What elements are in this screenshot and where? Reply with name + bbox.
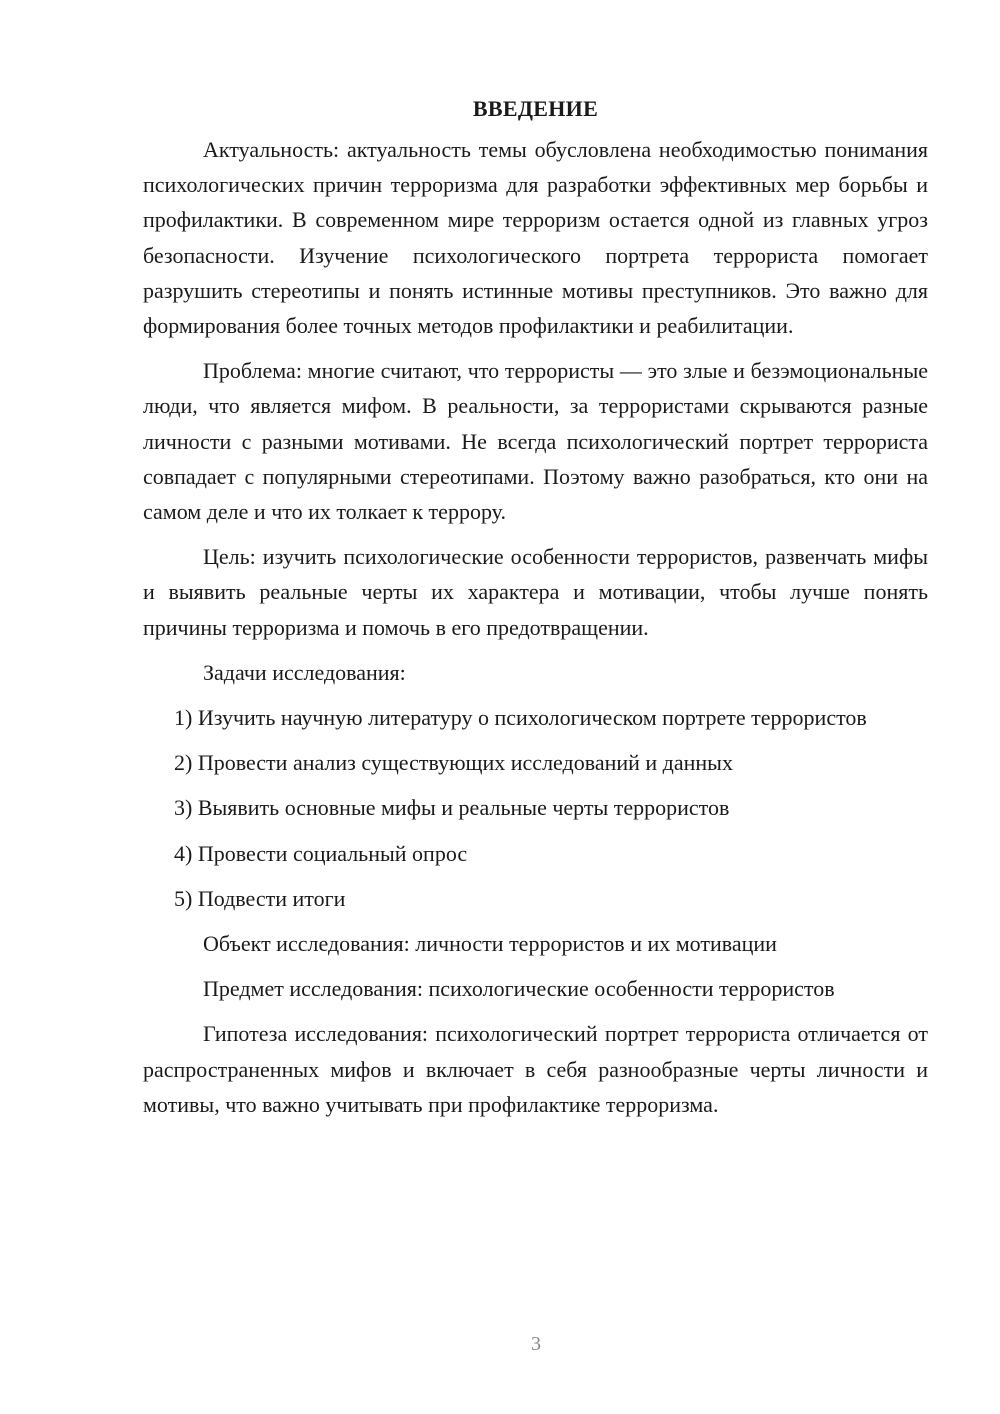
paragraph-tasks-heading: Задачи исследования:: [203, 659, 406, 685]
paragraph-relevance: Актуальность: актуальность темы обусловлена необходимостью понимания психологических причин терроризма для разработки эффективных мер борьбы и профилактики. В современном мире терроризм остается одной из главных угроз безопасности. Изучение психологического портрета террориста помогает разрушить стереотипы и понять истинные мотивы преступников. Это важно для формирования более точных методов профилактики и реабилитации.: [143, 137, 928, 339]
list-item: 2) Провести анализ существующих исследований и данных: [174, 750, 733, 776]
paragraph-hypothesis: Гипотеза исследования: психологический портрет террориста отличается от распространенных мифов и включает в себя разнообразные черты личности и мотивы, что важно учитывать при профилактике терроризма.: [143, 1021, 928, 1117]
page-title: ВВЕДЕНИЕ: [472, 96, 599, 121]
page-number: 3: [531, 1333, 541, 1355]
list-item: 3) Выявить основные мифы и реальные черты террористов: [174, 795, 730, 821]
paragraph-object: Объект исследования: личности террористов и их мотивации: [203, 931, 777, 957]
paragraph-subject: Предмет исследования: психологические особенности террористов: [203, 976, 835, 1002]
document-page: [143, 92, 928, 1132]
paragraph-problem: Проблема: многие считают, что террористы — это злые и безэмоциональные люди, что является мифом. В реальности, за террористами скрываются разные личности с разными мотивами. Не всегда психологический портрет террориста совпадает с популярными стереотипами. Поэтому важно разобраться, кто они на самом деле и что их толкает к террору.: [143, 358, 928, 525]
list-item: 1) Изучить научную литературу о психологическом портрете террористов: [174, 705, 867, 731]
list-item: 4) Провести социальный опрос: [174, 840, 468, 866]
paragraph-goal: Цель: изучить психологические особенности террористов, развенчать мифы и выявить реальные черты их характера и мотивации, чтобы лучше понять причины терроризма и помочь в его предотвращении.: [143, 544, 928, 640]
list-item: 5) Подвести итоги: [174, 885, 346, 911]
